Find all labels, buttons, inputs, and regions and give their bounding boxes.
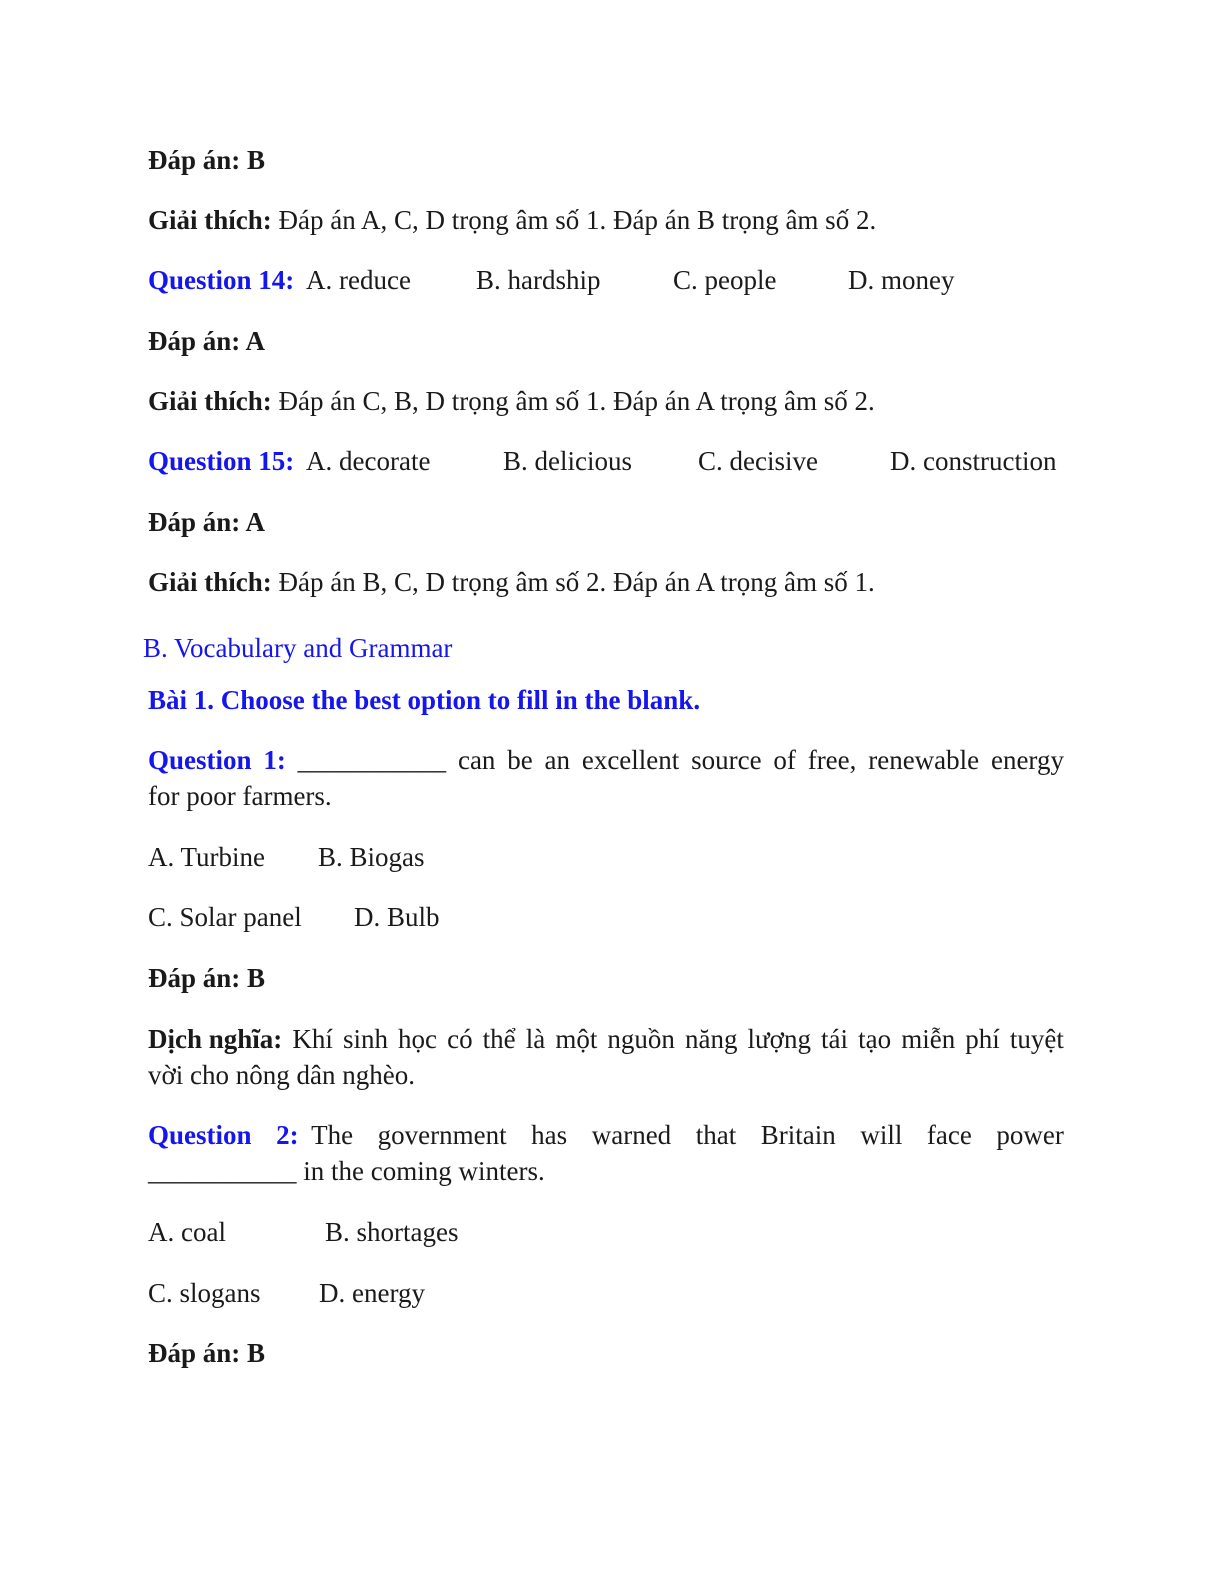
question-label-number: 2: bbox=[276, 1120, 299, 1150]
word: một bbox=[555, 1024, 598, 1054]
word: năng bbox=[684, 1024, 738, 1054]
word: an bbox=[544, 745, 571, 775]
word: excellent bbox=[581, 745, 680, 775]
translation-line-2: vời cho nông dân nghèo. bbox=[148, 1060, 415, 1090]
question-line-1 bbox=[148, 742, 1064, 778]
option-d: D. money bbox=[848, 265, 955, 295]
option-a: A. coal bbox=[148, 1217, 226, 1247]
exercise-title: Bài 1. Choose the best option to fill in the blank. bbox=[148, 685, 701, 715]
word: sinh bbox=[342, 1024, 388, 1054]
word: renewable bbox=[868, 745, 980, 775]
explanation-text: Đáp án C, B, D trọng âm số 1. Đáp án A trọng âm số 2. bbox=[278, 386, 875, 416]
word: phí bbox=[965, 1024, 1000, 1054]
question-line-1 bbox=[148, 1117, 1064, 1153]
word: can bbox=[457, 745, 496, 775]
question-14 bbox=[148, 262, 955, 298]
option-a: A. decorate bbox=[306, 446, 431, 476]
vocab-question-1 bbox=[148, 742, 1064, 814]
options-row-1 bbox=[148, 839, 425, 875]
answer-q14: Đáp án: A bbox=[148, 326, 266, 356]
question-15 bbox=[148, 443, 1057, 479]
word: miễn bbox=[901, 1024, 956, 1054]
word: power bbox=[996, 1120, 1064, 1150]
question-text: in the coming winters. bbox=[303, 1156, 545, 1186]
options-row-1 bbox=[148, 1214, 459, 1250]
option-d: D. Bulb bbox=[354, 902, 440, 932]
word: free, bbox=[807, 745, 857, 775]
word: Khí bbox=[292, 1024, 333, 1054]
word: source bbox=[691, 745, 762, 775]
word: of bbox=[773, 745, 796, 775]
word: that bbox=[695, 1120, 737, 1150]
options-row-2 bbox=[148, 899, 440, 935]
translation-line-1 bbox=[148, 1021, 1064, 1057]
explanation-q15 bbox=[148, 564, 875, 600]
explanation-text: Đáp án A, C, D trọng âm số 1. Đáp án B trọng âm số 2. bbox=[278, 205, 877, 235]
explanation-label: Giải thích: bbox=[148, 386, 272, 416]
explanation-label: Giải thích: bbox=[148, 567, 272, 597]
explanation-text: Đáp án B, C, D trọng âm số 2. Đáp án A trọng âm số 1. bbox=[278, 567, 875, 597]
option-c: C. decisive bbox=[698, 446, 818, 476]
word: nguồn bbox=[607, 1024, 675, 1054]
option-b: B. Biogas bbox=[318, 842, 425, 872]
translation-label: Dịch nghĩa: bbox=[148, 1024, 283, 1054]
option-c: C. people bbox=[673, 265, 777, 295]
word: lượng bbox=[747, 1024, 811, 1054]
option-d: D. construction bbox=[890, 446, 1057, 476]
word: tạo bbox=[858, 1024, 892, 1054]
option-a: A. Turbine bbox=[148, 842, 266, 872]
word: government bbox=[377, 1120, 507, 1150]
explanation-label: Giải thích: bbox=[148, 205, 272, 235]
answer-q13: Đáp án: B bbox=[148, 145, 266, 175]
fill-blank: ___________ bbox=[148, 1156, 297, 1186]
option-b: B. delicious bbox=[503, 446, 632, 476]
question-label-word: Question bbox=[148, 1120, 252, 1150]
question-label: Question 14: bbox=[148, 265, 295, 295]
word: thể bbox=[482, 1024, 516, 1054]
word: energy bbox=[990, 745, 1064, 775]
word: The bbox=[311, 1120, 354, 1150]
option-c: C. Solar panel bbox=[148, 902, 302, 932]
question-label-word: Question bbox=[148, 745, 252, 775]
options-row-2 bbox=[148, 1275, 425, 1311]
explanation-q14 bbox=[148, 383, 875, 419]
word: Britain bbox=[760, 1120, 836, 1150]
word: has bbox=[531, 1120, 568, 1150]
question-line-2 bbox=[148, 1153, 1064, 1189]
translation-vocab-q1 bbox=[148, 1021, 1064, 1093]
word: will bbox=[860, 1120, 903, 1150]
answer-q15: Đáp án: A bbox=[148, 507, 266, 537]
word: có bbox=[447, 1024, 473, 1054]
answer-vocab-q1: Đáp án: B bbox=[148, 963, 266, 993]
option-b: B. hardship bbox=[476, 265, 601, 295]
word: học bbox=[398, 1024, 438, 1054]
option-a: A. reduce bbox=[306, 265, 411, 295]
option-c: C. slogans bbox=[148, 1278, 261, 1308]
question-label-number: 1: bbox=[263, 745, 286, 775]
option-b: B. shortages bbox=[325, 1217, 459, 1247]
question-line-2: for poor farmers. bbox=[148, 781, 332, 811]
section-heading: B. Vocabulary and Grammar bbox=[143, 633, 453, 663]
word: tái bbox=[821, 1024, 849, 1054]
question-label: Question 15: bbox=[148, 446, 295, 476]
word: tuyệt bbox=[1009, 1024, 1064, 1054]
answer-vocab-q2: Đáp án: B bbox=[148, 1338, 266, 1368]
fill-blank: ___________ bbox=[297, 745, 447, 775]
word: face bbox=[926, 1120, 972, 1150]
word: warned bbox=[591, 1120, 672, 1150]
vocab-question-2 bbox=[148, 1117, 1064, 1189]
option-d: D. energy bbox=[319, 1278, 425, 1308]
explanation-q13 bbox=[148, 202, 876, 238]
word: là bbox=[525, 1024, 546, 1054]
word: be bbox=[507, 745, 533, 775]
